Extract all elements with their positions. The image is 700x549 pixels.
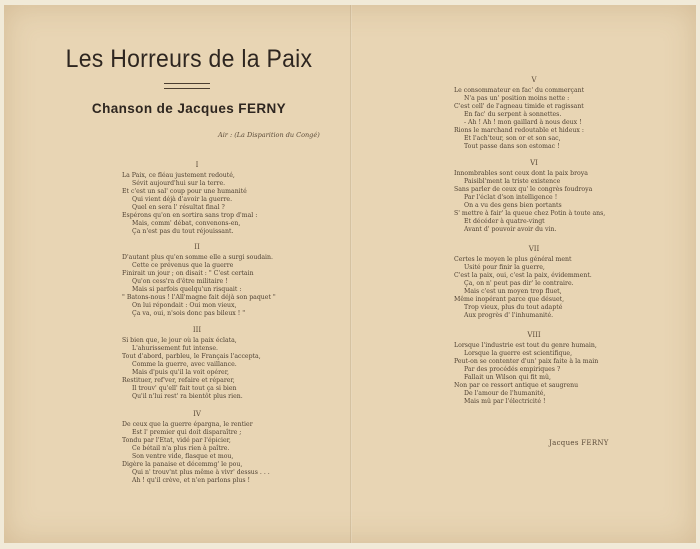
verse-line: De ceux que la guerre épargna, le rentier xyxy=(122,421,253,428)
verse-line: Ça, on n' peut pas dir' le contraire. xyxy=(464,280,574,287)
verse-line: Tout d'abord, parbleu, le Français l'accepta, xyxy=(122,353,261,360)
verse-line: Aux progrès d' l'inhumanité. xyxy=(464,312,554,319)
page-fold xyxy=(350,5,352,543)
verse-line: N'a pas un' position moins nette : xyxy=(464,95,570,102)
verse-line: Et décéder à quatre-vingt xyxy=(464,218,545,225)
title-ornament xyxy=(164,83,210,89)
verse-line: Comme la guerre, avec vaillance. xyxy=(132,361,237,368)
verse-line: Peut-on se contenter d'un' paix faite à la main xyxy=(454,358,599,365)
verse-line: Mais c'est un moyen trop fluet, xyxy=(464,288,562,295)
verse-line: Ce bétail n'a plus rien à paître. xyxy=(132,445,230,452)
verse-line: Mais d'puis qu'il la voit opérer, xyxy=(132,369,229,376)
stanza-number: VI xyxy=(530,159,538,167)
verse-line: Ah ! qu'il crève, et n'en parlons plus ! xyxy=(132,477,251,484)
right-page xyxy=(354,5,696,543)
verse-line: Et l'ach'teur, son or et son sac, xyxy=(464,135,561,142)
verse-line: Fallait un Wilson qui fit mû, xyxy=(464,374,551,381)
stanza-6 xyxy=(454,159,614,234)
stanza-number: III xyxy=(192,326,202,334)
verse-line: Tout passe dans son estomac ! xyxy=(464,143,560,150)
verse-line: Rions le marchand redoutable et hideux : xyxy=(454,127,584,134)
verse-line: D'autant plus qu'en somme elle a surgi soudain. xyxy=(122,254,273,261)
verse-line: On a vu des gens bien portants xyxy=(464,202,562,209)
author-signature: Jacques FERNY xyxy=(549,439,609,447)
stanza-5 xyxy=(454,76,614,151)
stanza-number: V xyxy=(531,76,537,84)
stanza-number: VIII xyxy=(527,331,541,339)
verse-line: Innombrables sont ceux dont la paix broya xyxy=(454,170,588,177)
stanza-number: II xyxy=(194,243,200,251)
verse-line: Cette ce prévenus que la guerre xyxy=(132,262,234,269)
stanza-number: VII xyxy=(528,245,540,253)
verse-line: Par l'éclat d'son intelligence ! xyxy=(464,194,558,201)
verse-line: Mais mû par l'électricité ! xyxy=(464,398,546,405)
verse-line: Tondu par l'Etat, vidé par l'épicier, xyxy=(122,437,231,444)
verse-line: Quel en sera l' résultat final ? xyxy=(132,204,225,211)
verse-line: Qu'il n'lui rest' ra bientôt plus rien. xyxy=(132,393,243,400)
verse-line: Usité pour finir la guerre, xyxy=(464,264,545,271)
stanza-number: I xyxy=(195,161,199,169)
air-note: Air : (La Disparition du Congé) xyxy=(218,131,320,139)
verse-line: Certes le moyen le plus général ment xyxy=(454,256,572,263)
left-page xyxy=(4,5,350,543)
verse-line: Lorsque l'industrie est tout du genre humain, xyxy=(454,342,597,349)
verse-line: Mais si parfois quelqu'un risquait : xyxy=(132,286,242,293)
verse-line: De l'amour de l'humanité, xyxy=(464,390,546,397)
verse-line: Qui vient déjà d'avoir la guerre. xyxy=(132,196,233,203)
verse-line: Mais, comm' débat, convenons-en, xyxy=(132,220,241,227)
stanza-1 xyxy=(122,161,272,236)
verse-line: En fac' du serpent à sonnettes. xyxy=(464,111,562,118)
verse-line: Est l' premier qui doit disparaître ; xyxy=(132,429,242,436)
verse-line: On lui répondait : Oui mon vieux, xyxy=(132,302,237,309)
verse-line: Le consommateur en fac' du commerçant xyxy=(454,87,585,94)
verse-line: Paisibl'ment la triste existence xyxy=(464,178,561,185)
verse-line: Espérons qu'on en sortira sans trop d'mal : xyxy=(122,212,258,219)
song-subtitle: Chanson de Jacques FERNY xyxy=(91,101,287,116)
verse-line: - Ah ! Ah ! mon gaillard à nous deux ! xyxy=(464,119,582,126)
verse-line: Ça va, oui, n'sois donc pas bileux ! " xyxy=(132,310,246,317)
verse-line: Et c'est un sal' coup pour une humanité xyxy=(122,188,247,195)
song-title: Les Horreurs de la Paix xyxy=(65,45,313,73)
verse-line: Son ventre vide, flasque et mou, xyxy=(132,453,234,460)
verse-line: Qui n' trouv'nt plus même à vivr' dessus . . . xyxy=(132,469,270,476)
verse-line: Lorsque la guerre est scientifique, xyxy=(464,350,573,357)
verse-line: Avant d' pouvoir avoir du vin. xyxy=(464,226,557,233)
verse-line: Digère la panaise et décemmg' le pou, xyxy=(122,461,243,468)
verse-line: L'ahurissement fut intense. xyxy=(132,345,219,352)
verse-line: Non par ce ressort antique et saugrenu xyxy=(454,382,579,389)
verse-line: Par des procédés empiriques ? xyxy=(464,366,561,373)
stanza-8 xyxy=(454,331,614,406)
verse-line: " Batons-nous ! l'All'magne fait déjà son paquet " xyxy=(122,294,276,301)
verse-line: C'est la paix, oui, c'est la paix, évidemment. xyxy=(454,272,592,279)
verse-line: Trop vieux, plus du tout adapté xyxy=(464,304,563,311)
verse-line: Restituer, ref'ver, refaire et réparer, xyxy=(122,377,235,384)
verse-line: Il trouv' qu'ell' fait tout ça si bien xyxy=(132,385,237,392)
verse-line: Si bien que, le jour où la paix éclata, xyxy=(122,337,237,344)
stanza-4 xyxy=(122,410,272,485)
verse-line: Même inopérant parce que désuet, xyxy=(454,296,565,303)
stanza-3 xyxy=(122,326,272,401)
stanza-7 xyxy=(454,245,614,320)
verse-line: C'est cell' de l'agneau timide et ragissant xyxy=(454,103,584,110)
verse-line: S' mettre à fair' la queue chez Potin à toute ans, xyxy=(454,210,606,217)
verse-line: Ça n'est pas du tout réjouissant. xyxy=(132,228,234,235)
verse-line: Finirait un jour ; on disait : " C'est certain xyxy=(122,270,254,277)
verse-line: Qu'on cess'ra d'être militaire ! xyxy=(132,278,228,285)
stanza-2 xyxy=(122,243,276,318)
verse-line: Sans parler de ceux qu' le congrès foudroya xyxy=(454,186,593,193)
verse-line: Sévit aujourd'hui sur la terre. xyxy=(132,180,226,187)
verse-line: La Paix, ce fléau justement redouté, xyxy=(122,172,235,179)
stanza-number: IV xyxy=(193,410,201,418)
